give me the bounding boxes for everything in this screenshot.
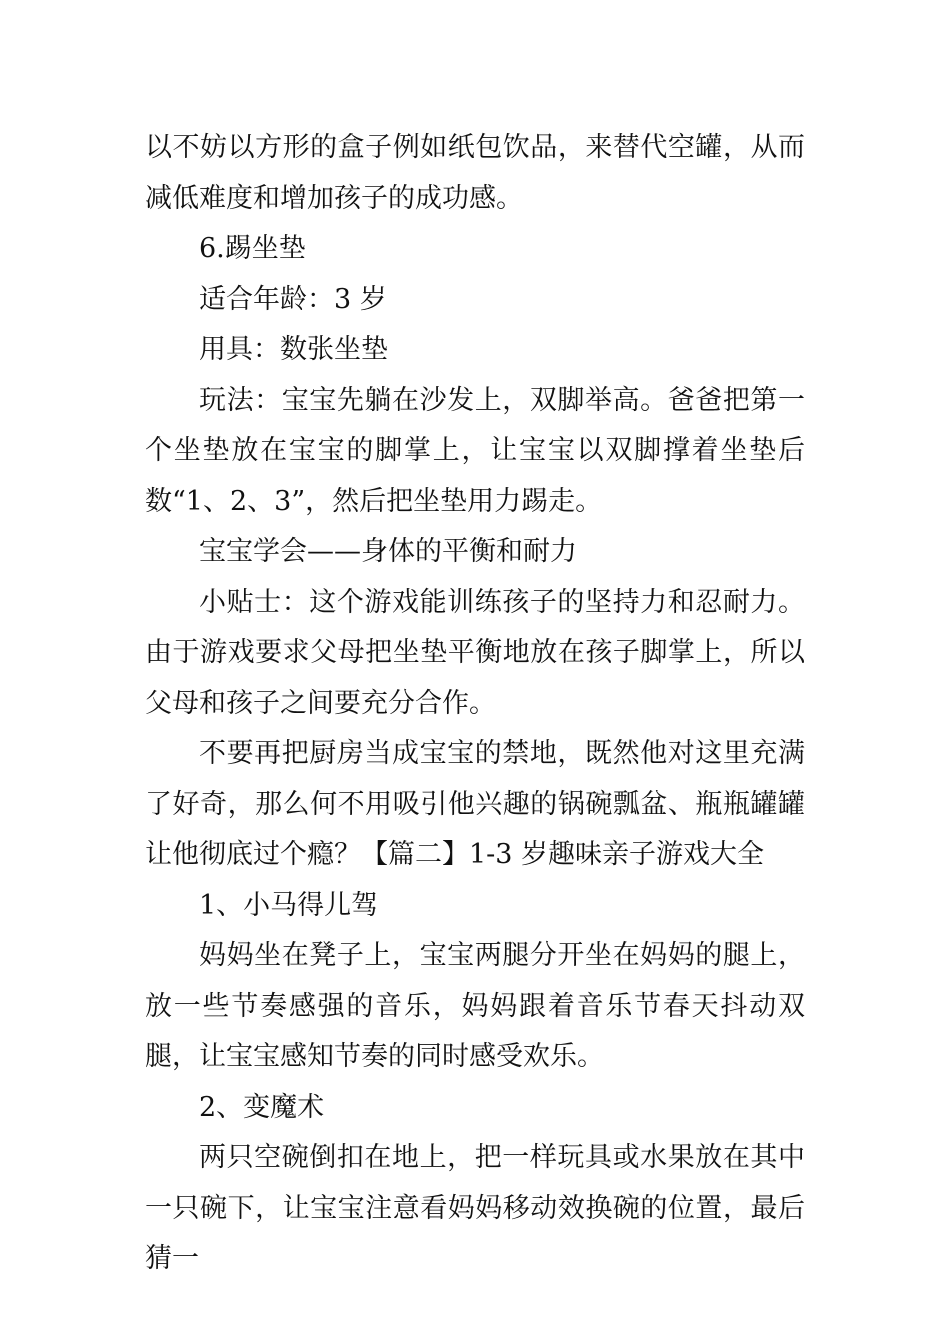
section-heading-pony: 1、小马得儿驾 [199, 889, 379, 921]
suitable-age: 适合年龄：3 岁 [199, 283, 387, 315]
equipment: 用具：数张坐垫 [199, 334, 388, 365]
section-heading-magic: 2、变魔术 [199, 1091, 325, 1123]
tips: 小贴士：这个游戏能训练孩子的坚持力和忍耐力。由于游戏要求父母把坐垫平衡地放在孩子脚掌上，所以父母和孩子之间要充分合作。 [145, 586, 805, 719]
kitchen-paragraph: 不要再把厨房当成宝宝的禁地，既然他对这里充满了好奇，那么何不用吸引他兴趣的锅碗瓢盆、瓶瓶罐罐让他彻底过个瘾？【篇二】1-3 岁趣味亲子游戏大全 [145, 738, 805, 870]
baby-learns: 宝宝学会——身体的平衡和耐力 [199, 536, 577, 567]
magic-description: 两只空碗倒扣在地上，把一样玩具或水果放在其中一只碗下，让宝宝注意看妈妈移动效换碗的位置，最后猜一 [145, 1142, 805, 1274]
how-to-play: 玩法：宝宝先躺在沙发上，双脚举高。爸爸把第一个坐垫放在宝宝的脚掌上，让宝宝以双脚撑着坐垫后数“1、2、3”，然后把坐垫用力踢走。 [145, 384, 805, 517]
document-page [145, 123, 805, 1285]
paragraph-continuation: 以不妨以方形的盒子例如纸包饮品，来替代空罐，从而减低难度和增加孩子的成功感。 [145, 132, 805, 214]
pony-description: 妈妈坐在凳子上，宝宝两腿分开坐在妈妈的腿上，放一些节奏感强的音乐，妈妈跟着音乐节春天抖动双腿，让宝宝感知节奏的同时感受欢乐。 [145, 940, 805, 1072]
section-heading-kick-cushion: 6.踢坐垫 [199, 233, 306, 264]
